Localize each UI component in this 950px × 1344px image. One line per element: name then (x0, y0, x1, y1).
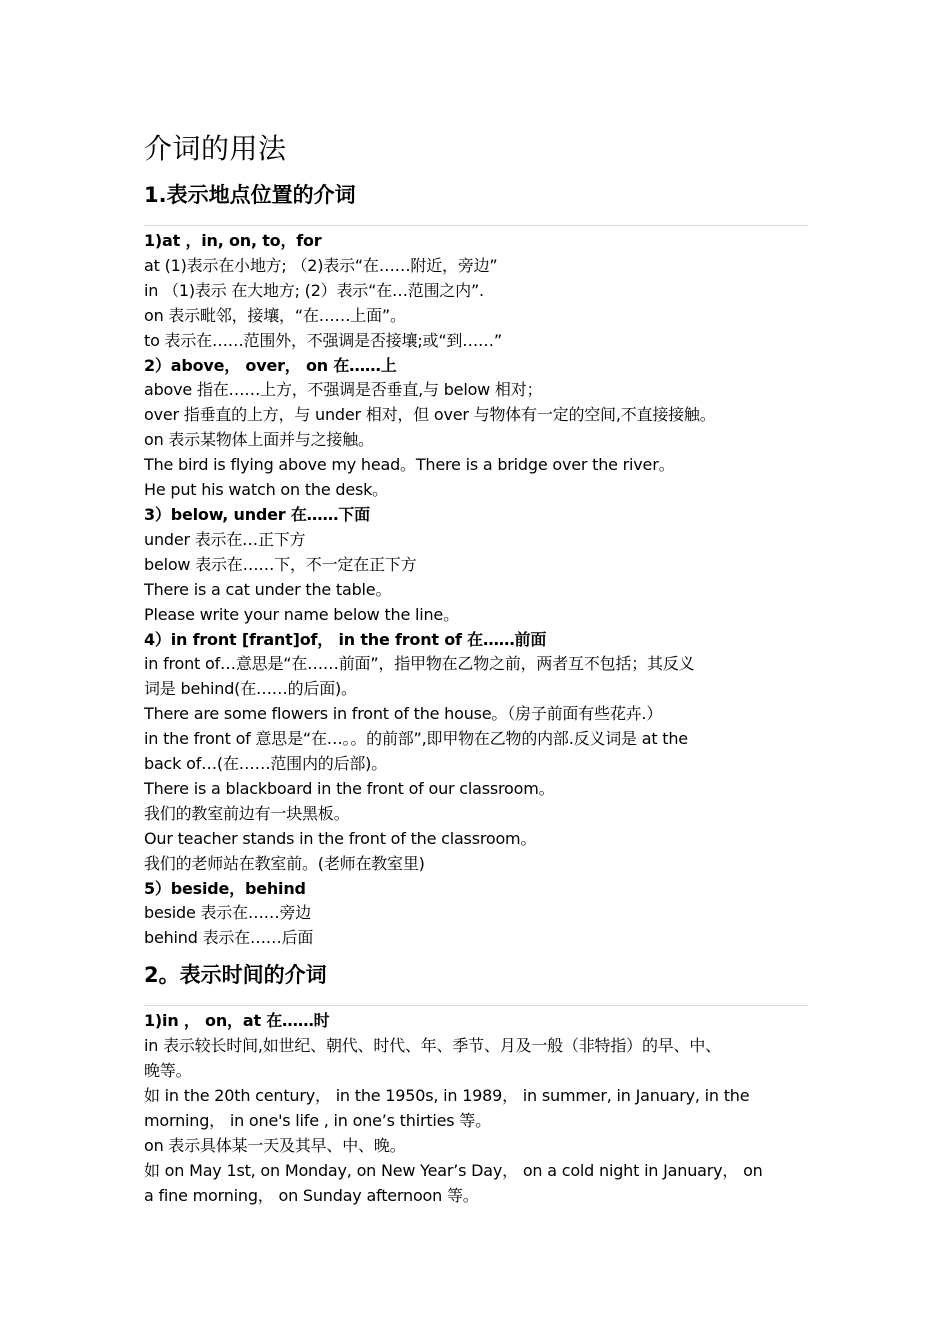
section-divider (144, 225, 808, 226)
text-line: 我们的教室前边有一块黑板。 (144, 803, 350, 823)
text-line: Please write your name below the line。 (144, 604, 459, 624)
text-line: back of…(在……范围内的后部)。 (144, 754, 388, 774)
subheading-line: 2）above， over， on 在……上 (144, 355, 397, 375)
text-line: morning， in one's life , in one’s thirties 等。 (144, 1110, 491, 1130)
section-divider (144, 1005, 808, 1006)
section-heading-location: 1.表示地点位置的介词 (144, 183, 356, 207)
text-line: 我们的老师站在教室前。(老师在教室里) (144, 853, 425, 873)
text-line: in front of…意思是“在……前面”，指甲物在乙物之前，两者互不包括；其反义 (144, 654, 695, 674)
text-line: below 表示在……下，不一定在正下方 (144, 554, 417, 574)
text-line: 词是 behind(在……的后面)。 (144, 679, 357, 699)
text-line: over 指垂直的上方，与 under 相对，但 over 与物体有一定的空间,不直接接触。 (144, 405, 716, 425)
text-line: behind 表示在……后面 (144, 928, 314, 948)
text-line: 如 on May 1st, on Monday, on New Year’s Day， on a cold night in January， on (144, 1160, 763, 1180)
subheading-line: 1)at ，in, on, to，for (144, 231, 322, 250)
text-line: a fine morning， on Sunday afternoon 等。 (144, 1185, 479, 1205)
section-body-time (144, 1009, 808, 1208)
text-line: Our teacher stands in the front of the classroom。 (144, 828, 537, 848)
text-line: beside 表示在……旁边 (144, 903, 312, 923)
text-line: There is a blackboard in the front of our classroom。 (144, 778, 555, 798)
text-line: 晚等。 (144, 1061, 192, 1081)
text-line: on 表示某物体上面并与之接触。 (144, 430, 374, 450)
page-title: 介词的用法 (144, 132, 287, 165)
text-line: at (1)表示在小地方; （2)表示“在……附近，旁边” (144, 255, 498, 275)
text-line: to 表示在……范围外，不强调是否接壤;或“到……” (144, 330, 502, 350)
text-line: The bird is flying above my head。There is a bridge over the river。 (144, 455, 675, 475)
text-line: on 表示具体某一天及其早、中、晚。 (144, 1135, 406, 1155)
text-line: 如 in the 20th century， in the 1950s, in 1989， in summer, in January, in the (144, 1086, 750, 1105)
text-line: on 表示毗邻，接壤，“在……上面”。 (144, 305, 406, 325)
section-heading-time: 2。表示时间的介词 (144, 963, 327, 988)
subheading-line: 4）in front [frant]of， in the front of 在……前面 (144, 629, 547, 649)
subheading-line: 3）below, under 在……下面 (144, 504, 370, 524)
text-line: He put his watch on the desk。 (144, 480, 388, 500)
text-line: in （1)表示 在大地方; (2）表示“在…范围之内”. (144, 280, 484, 300)
text-line: in the front of 意思是“在…。。的前部”,即甲物在乙物的内部.反义词是 at the (144, 729, 688, 749)
section-body-location (144, 229, 808, 951)
text-line: under 表示在…正下方 (144, 529, 306, 549)
text-line: in 表示较长时间,如世纪、朝代、时代、年、季节、月及一般（非特指）的早、中、 (144, 1036, 721, 1056)
text-line: There are some flowers in front of the house。（房子前面有些花卉.） (144, 704, 663, 724)
text-line: There is a cat under the table。 (144, 579, 392, 599)
subheading-line: 1)in ， on，at 在……时 (144, 1011, 330, 1031)
text-line: above 指在……上方，不强调是否垂直,与 below 相对； (144, 380, 543, 400)
subheading-line: 5）beside，behind (144, 878, 306, 898)
document-page (144, 128, 808, 1209)
